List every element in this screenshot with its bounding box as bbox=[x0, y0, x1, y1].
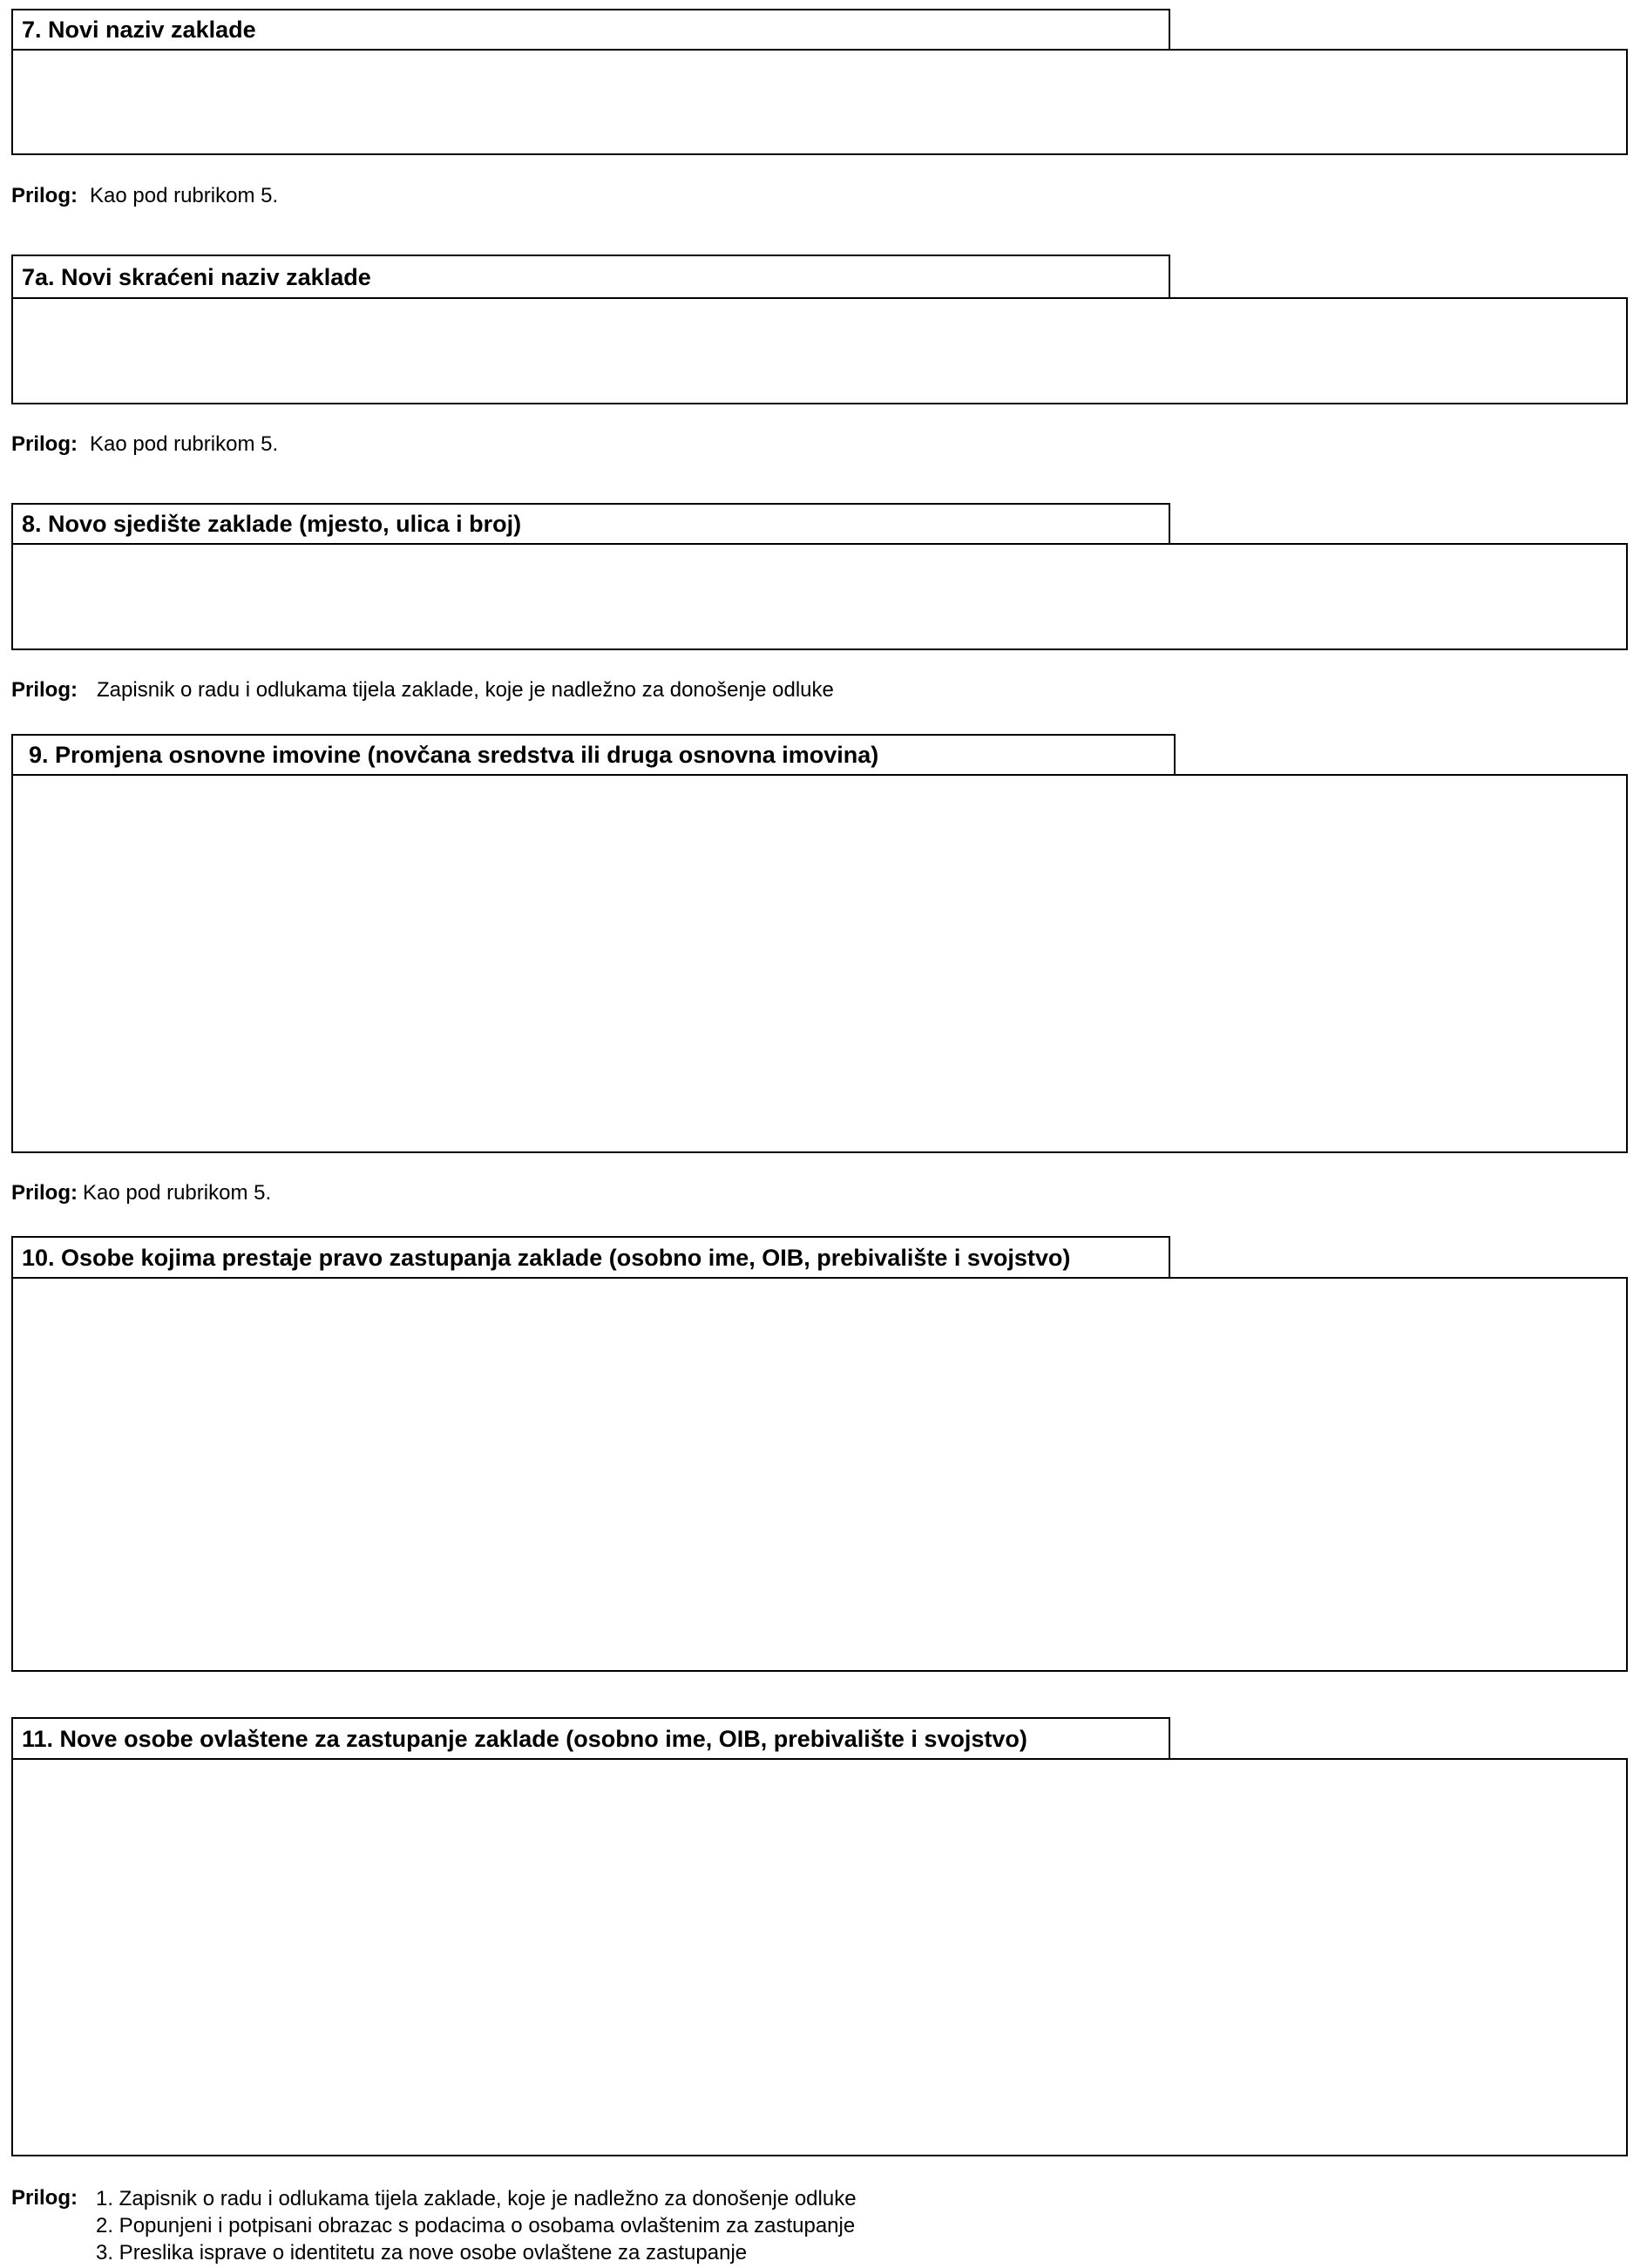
attachment-text: Kao pod rubrikom 5. bbox=[90, 184, 279, 207]
new-seat-field[interactable] bbox=[11, 543, 1628, 650]
new-representatives-field[interactable] bbox=[11, 1758, 1628, 2156]
section-11-header bbox=[11, 1717, 1170, 1759]
section-7-header bbox=[11, 9, 1170, 50]
new-name-field[interactable] bbox=[11, 49, 1628, 155]
attachment-list bbox=[96, 2185, 857, 2266]
attachment-text: Zapisnik o radu i odlukama tijela zaklade, koje je nadležno za donošenje odluke bbox=[97, 678, 834, 702]
attachment-item: 2. Popunjeni i potpisani obrazac s podacima o osobama ovlaštenim za zastupanje bbox=[96, 2214, 856, 2237]
attachment-text: Kao pod rubrikom 5. bbox=[83, 1181, 272, 1205]
assets-change-field[interactable] bbox=[11, 774, 1628, 1153]
attachment-label: Prilog: bbox=[11, 2186, 78, 2210]
new-short-name-field[interactable] bbox=[11, 297, 1628, 404]
section-title: 11. Nove osobe ovlaštene za zastupanje zaklade (osobno ime, OIB, prebivalište i svojstvo) bbox=[22, 1725, 1027, 1752]
section-title: 7. Novi naziv zaklade bbox=[22, 17, 256, 43]
attachment-label: Prilog: bbox=[11, 432, 78, 456]
attachment-note bbox=[11, 2185, 90, 2211]
attachment-label: Prilog: bbox=[11, 184, 78, 207]
section-title: 10. Osobe kojima prestaje pravo zastupanja zaklade (osobno ime, OIB, prebivalište i svojstvo) bbox=[22, 1244, 1071, 1271]
attachment-note bbox=[11, 677, 834, 703]
attachment-note bbox=[11, 431, 278, 458]
section-title: 7a. Novi skraćeni naziv zaklade bbox=[22, 263, 371, 290]
attachment-note bbox=[11, 183, 278, 209]
attachment-label: Prilog: bbox=[11, 1181, 78, 1205]
removed-representatives-field[interactable] bbox=[11, 1277, 1628, 1672]
attachment-text: Kao pod rubrikom 5. bbox=[90, 432, 279, 456]
section-8-header bbox=[11, 503, 1170, 544]
section-7a-header bbox=[11, 255, 1170, 298]
attachment-item: 3. Preslika isprave o identitetu za nove osobe ovlaštene za zastupanje bbox=[96, 2241, 748, 2265]
attachment-note bbox=[11, 1180, 271, 1206]
section-title: 9. Promjena osnovne imovine (novčana sredstva ili druga osnovna imovina) bbox=[29, 742, 879, 768]
attachment-label: Prilog: bbox=[11, 678, 78, 702]
section-title: 8. Novo sjedište zaklade (mjesto, ulica i broj) bbox=[22, 511, 522, 537]
section-10-header bbox=[11, 1236, 1170, 1278]
attachment-item: 1. Zapisnik o radu i odlukama tijela zaklade, koje je nadležno za donošenje odluke bbox=[96, 2187, 857, 2210]
section-9-header bbox=[11, 734, 1176, 775]
